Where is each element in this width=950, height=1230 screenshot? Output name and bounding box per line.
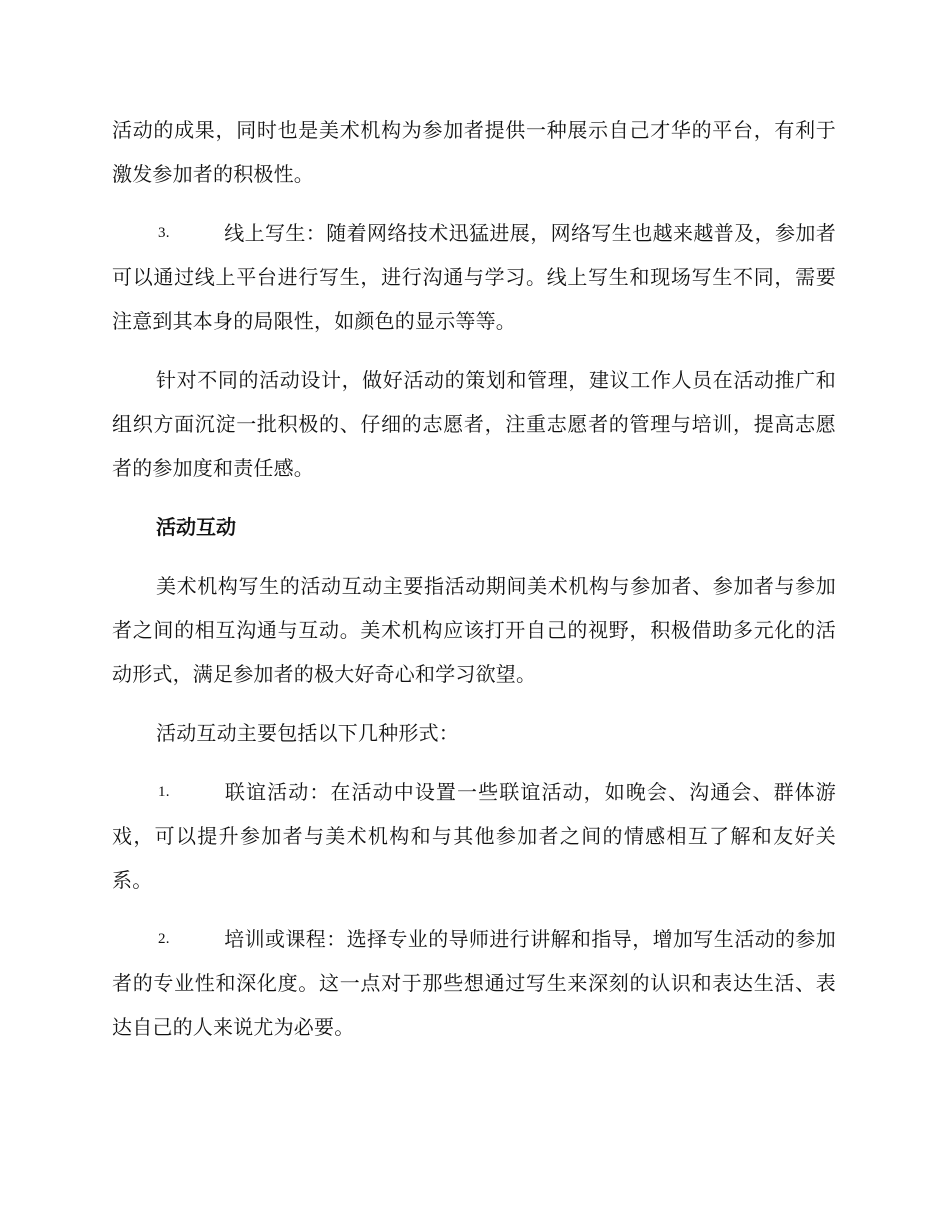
list-item-training-courses <box>112 917 836 1049</box>
list-item-text: 联谊活动：在活动中设置一些联谊活动，如晚会、沟通会、群体游戏，可以提升参加者与美术机构和与其他参加者之间的情感相互了解和友好关系。 <box>112 780 836 892</box>
document-body <box>112 108 836 1064</box>
list-number: 1. <box>158 784 170 800</box>
paragraph-interaction-forms: 活动互动主要包括以下几种形式： <box>156 721 459 745</box>
list-item-social-activities <box>112 770 836 902</box>
list-number: 2. <box>158 931 170 947</box>
list-item-text: 培训或课程：选择专业的导师进行讲解和指导，增加写生活动的参加者的专业性和深化度。这一点对于那些想通过写生来深刻的认识和表达生活、表达自己的人来说尤为必要。 <box>112 927 836 1039</box>
paragraph-continuation: 活动的成果，同时也是美术机构为参加者提供一种展示自己才华的平台，有利于激发参加者的积极性。 <box>112 118 836 186</box>
list-item-text: 线上写生：随着网络技术迅猛进展，网络写生也越来越普及，参加者可以通过线上平台进行写生，进行沟通与学习。线上写生和现场写生不同，需要注意到其本身的局限性，如颜色的显示等等。 <box>112 221 836 333</box>
list-number: 3. <box>158 225 170 241</box>
list-item-online-sketching <box>112 211 836 343</box>
section-heading: 活动互动 <box>156 515 236 539</box>
paragraph-interaction-intro: 美术机构写生的活动互动主要指活动期间美术机构与参加者、参加者与参加者之间的相互沟通与互动。美术机构应该打开自己的视野，积极借助多元化的活动形式，满足参加者的极大好奇心和学习欲望。 <box>112 574 836 686</box>
paragraph-volunteers: 针对不同的活动设计，做好活动的策划和管理，建议工作人员在活动推广和组织方面沉淀一批积极的、仔细的志愿者，注重志愿者的管理与培训，提高志愿者的参加度和责任感。 <box>112 368 836 480</box>
